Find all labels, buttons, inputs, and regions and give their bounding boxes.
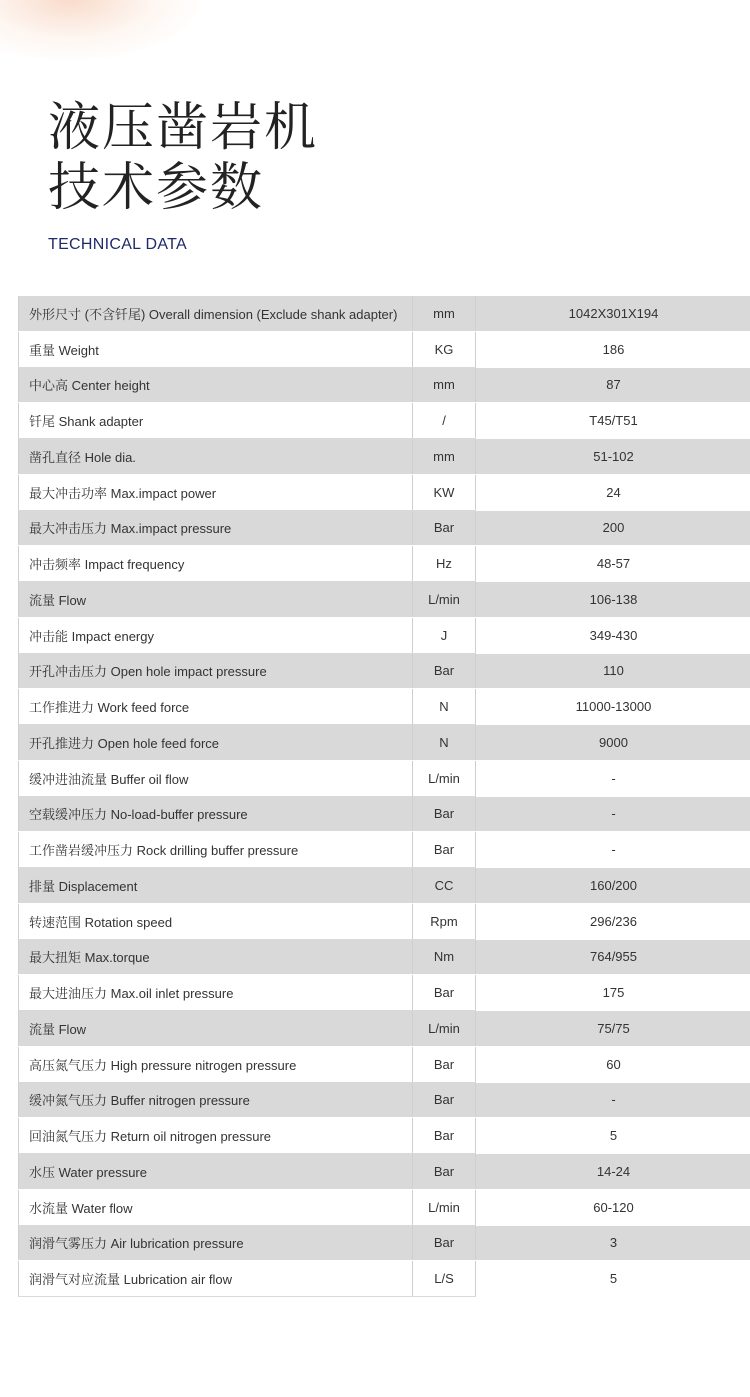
spec-value: 60 xyxy=(476,1046,750,1082)
spec-name: 高压氮气压力 High pressure nitrogen pressure xyxy=(19,1046,413,1082)
spec-value: - xyxy=(476,760,750,796)
page-title xyxy=(48,98,318,218)
table-row xyxy=(19,331,750,367)
spec-value: 9000 xyxy=(476,725,750,761)
page-title-line-1: 液压凿岩机 xyxy=(48,98,319,158)
spec-value: 51-102 xyxy=(476,439,750,475)
spec-unit: L/min xyxy=(413,760,476,796)
spec-value: 200 xyxy=(476,510,750,546)
spec-unit: Rpm xyxy=(413,903,476,939)
spec-name: 转速范围 Rotation speed xyxy=(19,903,413,939)
spec-unit: Hz xyxy=(413,546,476,582)
table-row xyxy=(19,367,750,403)
spec-unit: mm xyxy=(413,367,476,403)
page-subtitle: TECHNICAL DATA xyxy=(48,236,188,253)
spec-value: 14-24 xyxy=(476,1154,750,1190)
spec-unit: Bar xyxy=(413,653,476,689)
table-row xyxy=(19,296,750,331)
spec-value: T45/T51 xyxy=(476,403,750,439)
table-row xyxy=(19,439,750,475)
table-row xyxy=(19,510,750,546)
table-row xyxy=(19,832,750,868)
spec-name: 润滑气对应流量 Lubrication air flow xyxy=(19,1261,413,1297)
spec-value: 1042X301X194 xyxy=(476,296,750,331)
table-row xyxy=(19,617,750,653)
spec-unit: J xyxy=(413,617,476,653)
table-row xyxy=(19,546,750,582)
spec-value: 5 xyxy=(476,1261,750,1297)
spec-name: 润滑气雾压力 Air lubrication pressure xyxy=(19,1225,413,1261)
spec-unit: Bar xyxy=(413,975,476,1011)
table-row xyxy=(19,1082,750,1118)
spec-name: 最大进油压力 Max.oil inlet pressure xyxy=(19,975,413,1011)
table-row xyxy=(19,868,750,904)
spec-name: 回油氮气压力 Return oil nitrogen pressure xyxy=(19,1118,413,1154)
spec-name: 空载缓冲压力 No-load-buffer pressure xyxy=(19,796,413,832)
spec-unit: Bar xyxy=(413,1225,476,1261)
spec-value: - xyxy=(476,832,750,868)
table-row xyxy=(19,1046,750,1082)
spec-value: 11000-13000 xyxy=(476,689,750,725)
table-row xyxy=(19,725,750,761)
spec-name: 开孔冲击压力 Open hole impact pressure xyxy=(19,653,413,689)
spec-unit: / xyxy=(413,403,476,439)
table-row xyxy=(19,1118,750,1154)
spec-name: 水压 Water pressure xyxy=(19,1154,413,1190)
spec-table-body xyxy=(19,296,750,1297)
spec-name: 凿孔直径 Hole dia. xyxy=(19,439,413,475)
spec-unit: Bar xyxy=(413,1118,476,1154)
spec-value: 349-430 xyxy=(476,617,750,653)
spec-value: - xyxy=(476,796,750,832)
spec-value: 186 xyxy=(476,331,750,367)
page-title-line-2: 技术参数 xyxy=(48,158,265,218)
spec-value: - xyxy=(476,1082,750,1118)
table-row xyxy=(19,903,750,939)
spec-value: 764/955 xyxy=(476,939,750,975)
table-row xyxy=(19,653,750,689)
spec-value: 296/236 xyxy=(476,903,750,939)
spec-name: 冲击能 Impact energy xyxy=(19,617,413,653)
spec-name: 流量 Flow xyxy=(19,582,413,618)
spec-value: 75/75 xyxy=(476,1011,750,1047)
spec-value: 160/200 xyxy=(476,868,750,904)
table-row xyxy=(19,1154,750,1190)
spec-value: 3 xyxy=(476,1225,750,1261)
table-row xyxy=(19,582,750,618)
corner-glow-decoration xyxy=(0,0,200,60)
spec-unit: KG xyxy=(413,331,476,367)
spec-name: 工作凿岩缓冲压力 Rock drilling buffer pressure xyxy=(19,832,413,868)
table-row xyxy=(19,1225,750,1261)
spec-unit: Bar xyxy=(413,1046,476,1082)
table-row xyxy=(19,403,750,439)
spec-name: 中心高 Center height xyxy=(19,367,413,403)
table-row xyxy=(19,1011,750,1047)
spec-name: 钎尾 Shank adapter xyxy=(19,403,413,439)
spec-unit: Nm xyxy=(413,939,476,975)
spec-value: 5 xyxy=(476,1118,750,1154)
spec-value: 110 xyxy=(476,653,750,689)
table-row xyxy=(19,939,750,975)
spec-unit: L/min xyxy=(413,1189,476,1225)
spec-name: 重量 Weight xyxy=(19,331,413,367)
spec-name: 最大冲击功率 Max.impact power xyxy=(19,474,413,510)
spec-name: 缓冲氮气压力 Buffer nitrogen pressure xyxy=(19,1082,413,1118)
spec-unit: N xyxy=(413,725,476,761)
spec-unit: KW xyxy=(413,474,476,510)
table-row xyxy=(19,796,750,832)
spec-name: 最大扭矩 Max.torque xyxy=(19,939,413,975)
spec-unit: Bar xyxy=(413,832,476,868)
spec-name: 冲击频率 Impact frequency xyxy=(19,546,413,582)
spec-value: 175 xyxy=(476,975,750,1011)
table-row xyxy=(19,689,750,725)
spec-value: 60-120 xyxy=(476,1189,750,1225)
spec-value: 87 xyxy=(476,367,750,403)
spec-name: 外形尺寸 (不含钎尾) Overall dimension (Exclude shank adapter) xyxy=(19,296,413,331)
spec-name: 流量 Flow xyxy=(19,1011,413,1047)
spec-unit: mm xyxy=(413,439,476,475)
spec-unit: Bar xyxy=(413,1154,476,1190)
spec-unit: Bar xyxy=(413,510,476,546)
table-row xyxy=(19,1261,750,1297)
spec-name: 开孔推进力 Open hole feed force xyxy=(19,725,413,761)
table-row xyxy=(19,1189,750,1225)
table-row xyxy=(19,975,750,1011)
spec-value: 106-138 xyxy=(476,582,750,618)
spec-unit: L/S xyxy=(413,1261,476,1297)
spec-unit: N xyxy=(413,689,476,725)
spec-table xyxy=(18,296,750,1297)
spec-name: 最大冲击压力 Max.impact pressure xyxy=(19,510,413,546)
table-row xyxy=(19,760,750,796)
spec-name: 工作推进力 Work feed force xyxy=(19,689,413,725)
spec-name: 排量 Displacement xyxy=(19,868,413,904)
spec-name: 缓冲进油流量 Buffer oil flow xyxy=(19,760,413,796)
spec-unit: Bar xyxy=(413,1082,476,1118)
spec-name: 水流量 Water flow xyxy=(19,1189,413,1225)
table-row xyxy=(19,474,750,510)
spec-unit: L/min xyxy=(413,582,476,618)
spec-unit: mm xyxy=(413,296,476,331)
spec-unit: CC xyxy=(413,868,476,904)
spec-unit: L/min xyxy=(413,1011,476,1047)
spec-value: 48-57 xyxy=(476,546,750,582)
spec-unit: Bar xyxy=(413,796,476,832)
spec-value: 24 xyxy=(476,474,750,510)
